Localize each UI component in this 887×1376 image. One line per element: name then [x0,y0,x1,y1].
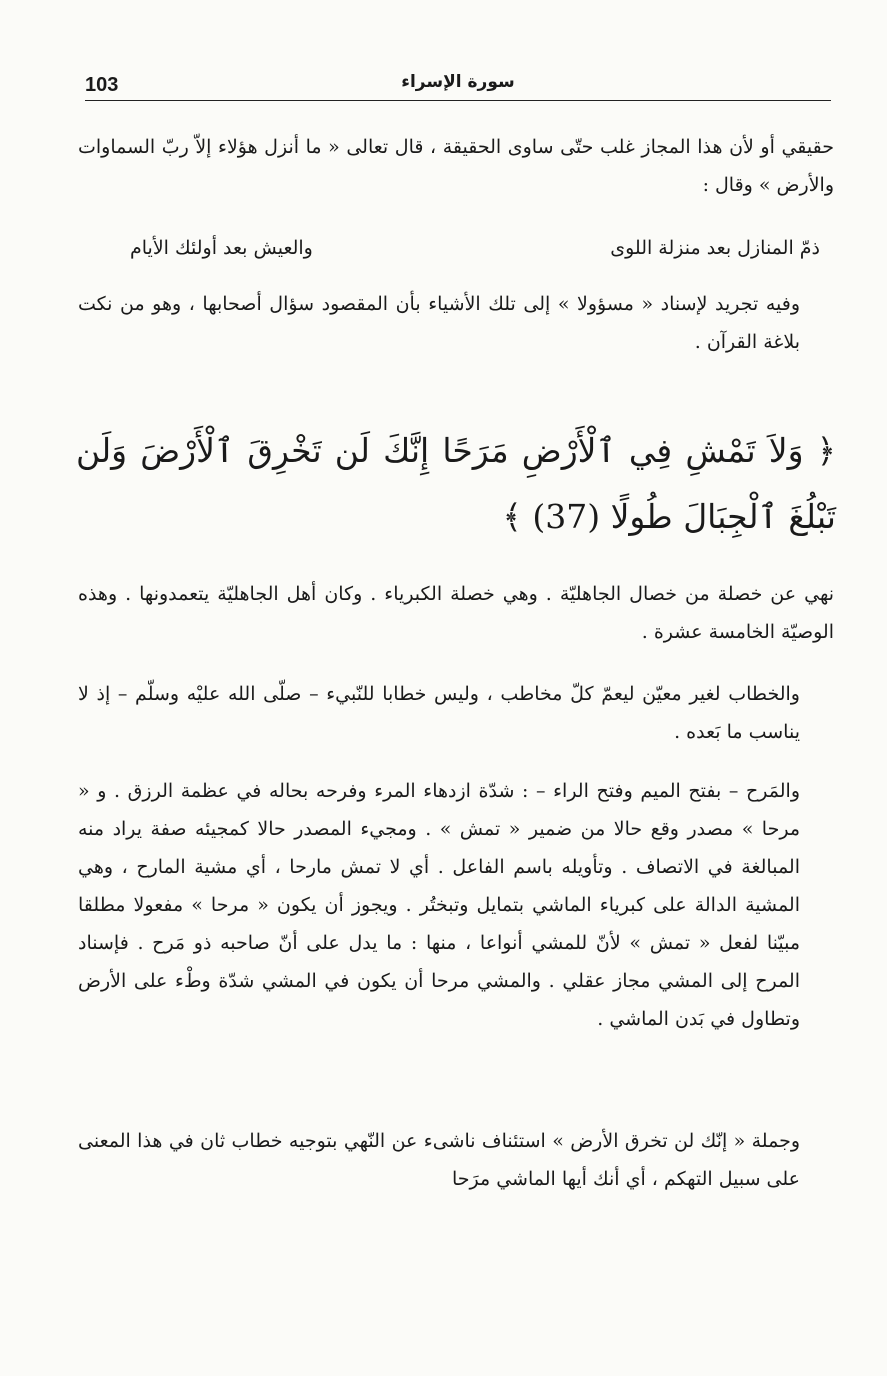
sura-title: سورة الإسراء [401,72,515,92]
paragraph-6: وجملة « إنّك لن تخرق الأرض » استئناف ناشىء عن النّهي بتوجيه خطاب ثان في هذا المعنى على سبيل التهكم ، أي أنك أيها الماشي مرَحا [78,1130,800,1190]
paragraph-1: حقيقي أو لأن هذا المجاز غلب حتّى ساوى الحقيقة ، قال تعالى « ما أنزل هؤلاء إلاّ ربّ السماوات والأرض » وقال : [78,136,834,196]
paragraph-2: وفيه تجريد لإسناد « مسؤولا » إلى تلك الأشياء بأن المقصود سؤال أصحابها ، وهو من نكت بلاغة القرآن . [78,293,800,353]
page-header [85,72,831,101]
page-number: 103 [85,74,119,96]
verse-second-hemistich: والعيش بعد أولئك الأيام [130,237,313,259]
poetry-verse [130,232,820,264]
paragraph-3: نهي عن خصلة من خصال الجاهليّة . وهي خصلة الكبرياء . وكان أهل الجاهليّة يتعمدونها . وهذه الوصيّة الخامسة عشرة . [78,583,834,643]
paragraph-4: والخطاب لغير معيّن ليعمّ كلّ مخاطب ، وليس خطابا للنّبيء – صلّى الله عليْه وسلّم – إذ لا يناسب ما بَعده . [78,683,800,743]
quran-verse: ﴿ وَلاَ تَمْشِ فِي ٱلْأَرْضِ مَرَحًا إِنَّكَ لَن تَخْرِقَ ٱلْأَرْضَ وَلَن تَبْلُغَ ٱلْجِبَالَ طُولًا (37) ﴾ [76,431,836,536]
paragraph-5: والمَرح – بفتح الميم وفتح الراء – : شدّة ازدهاء المرء وفرحه بحاله في عظمة الرزق . و « مرحا » مصدر وقع حالا من ضمير « تمش » . ومجيء المصدر حالا كمجيئه صفة يراد منه المبالغة في الاتصاف . وتأويله باسم الفاعل . أي لا تمش مارحا ، أي مشية المارح ، وهي المشية الدالة على كبرياء الماشي بتمايل وتبختُر . ويجوز أن يكون « مرحا » مفعولا مطلقا مبيّنا لفعل « تمش » لأنّ للمشي أنواعا ، منها : ما يدل على أنّ صاحبه ذو مَرح . فإسناد المرح إلى المشي مجاز عقلي . والمشي مرحا أن يكون في المشي شدّة وطْء على الأرض وتطاول في بَدن الماشي . [78,780,801,1030]
verse-first-hemistich: ذمّ المنازل بعد منزلة اللوى [610,237,820,259]
